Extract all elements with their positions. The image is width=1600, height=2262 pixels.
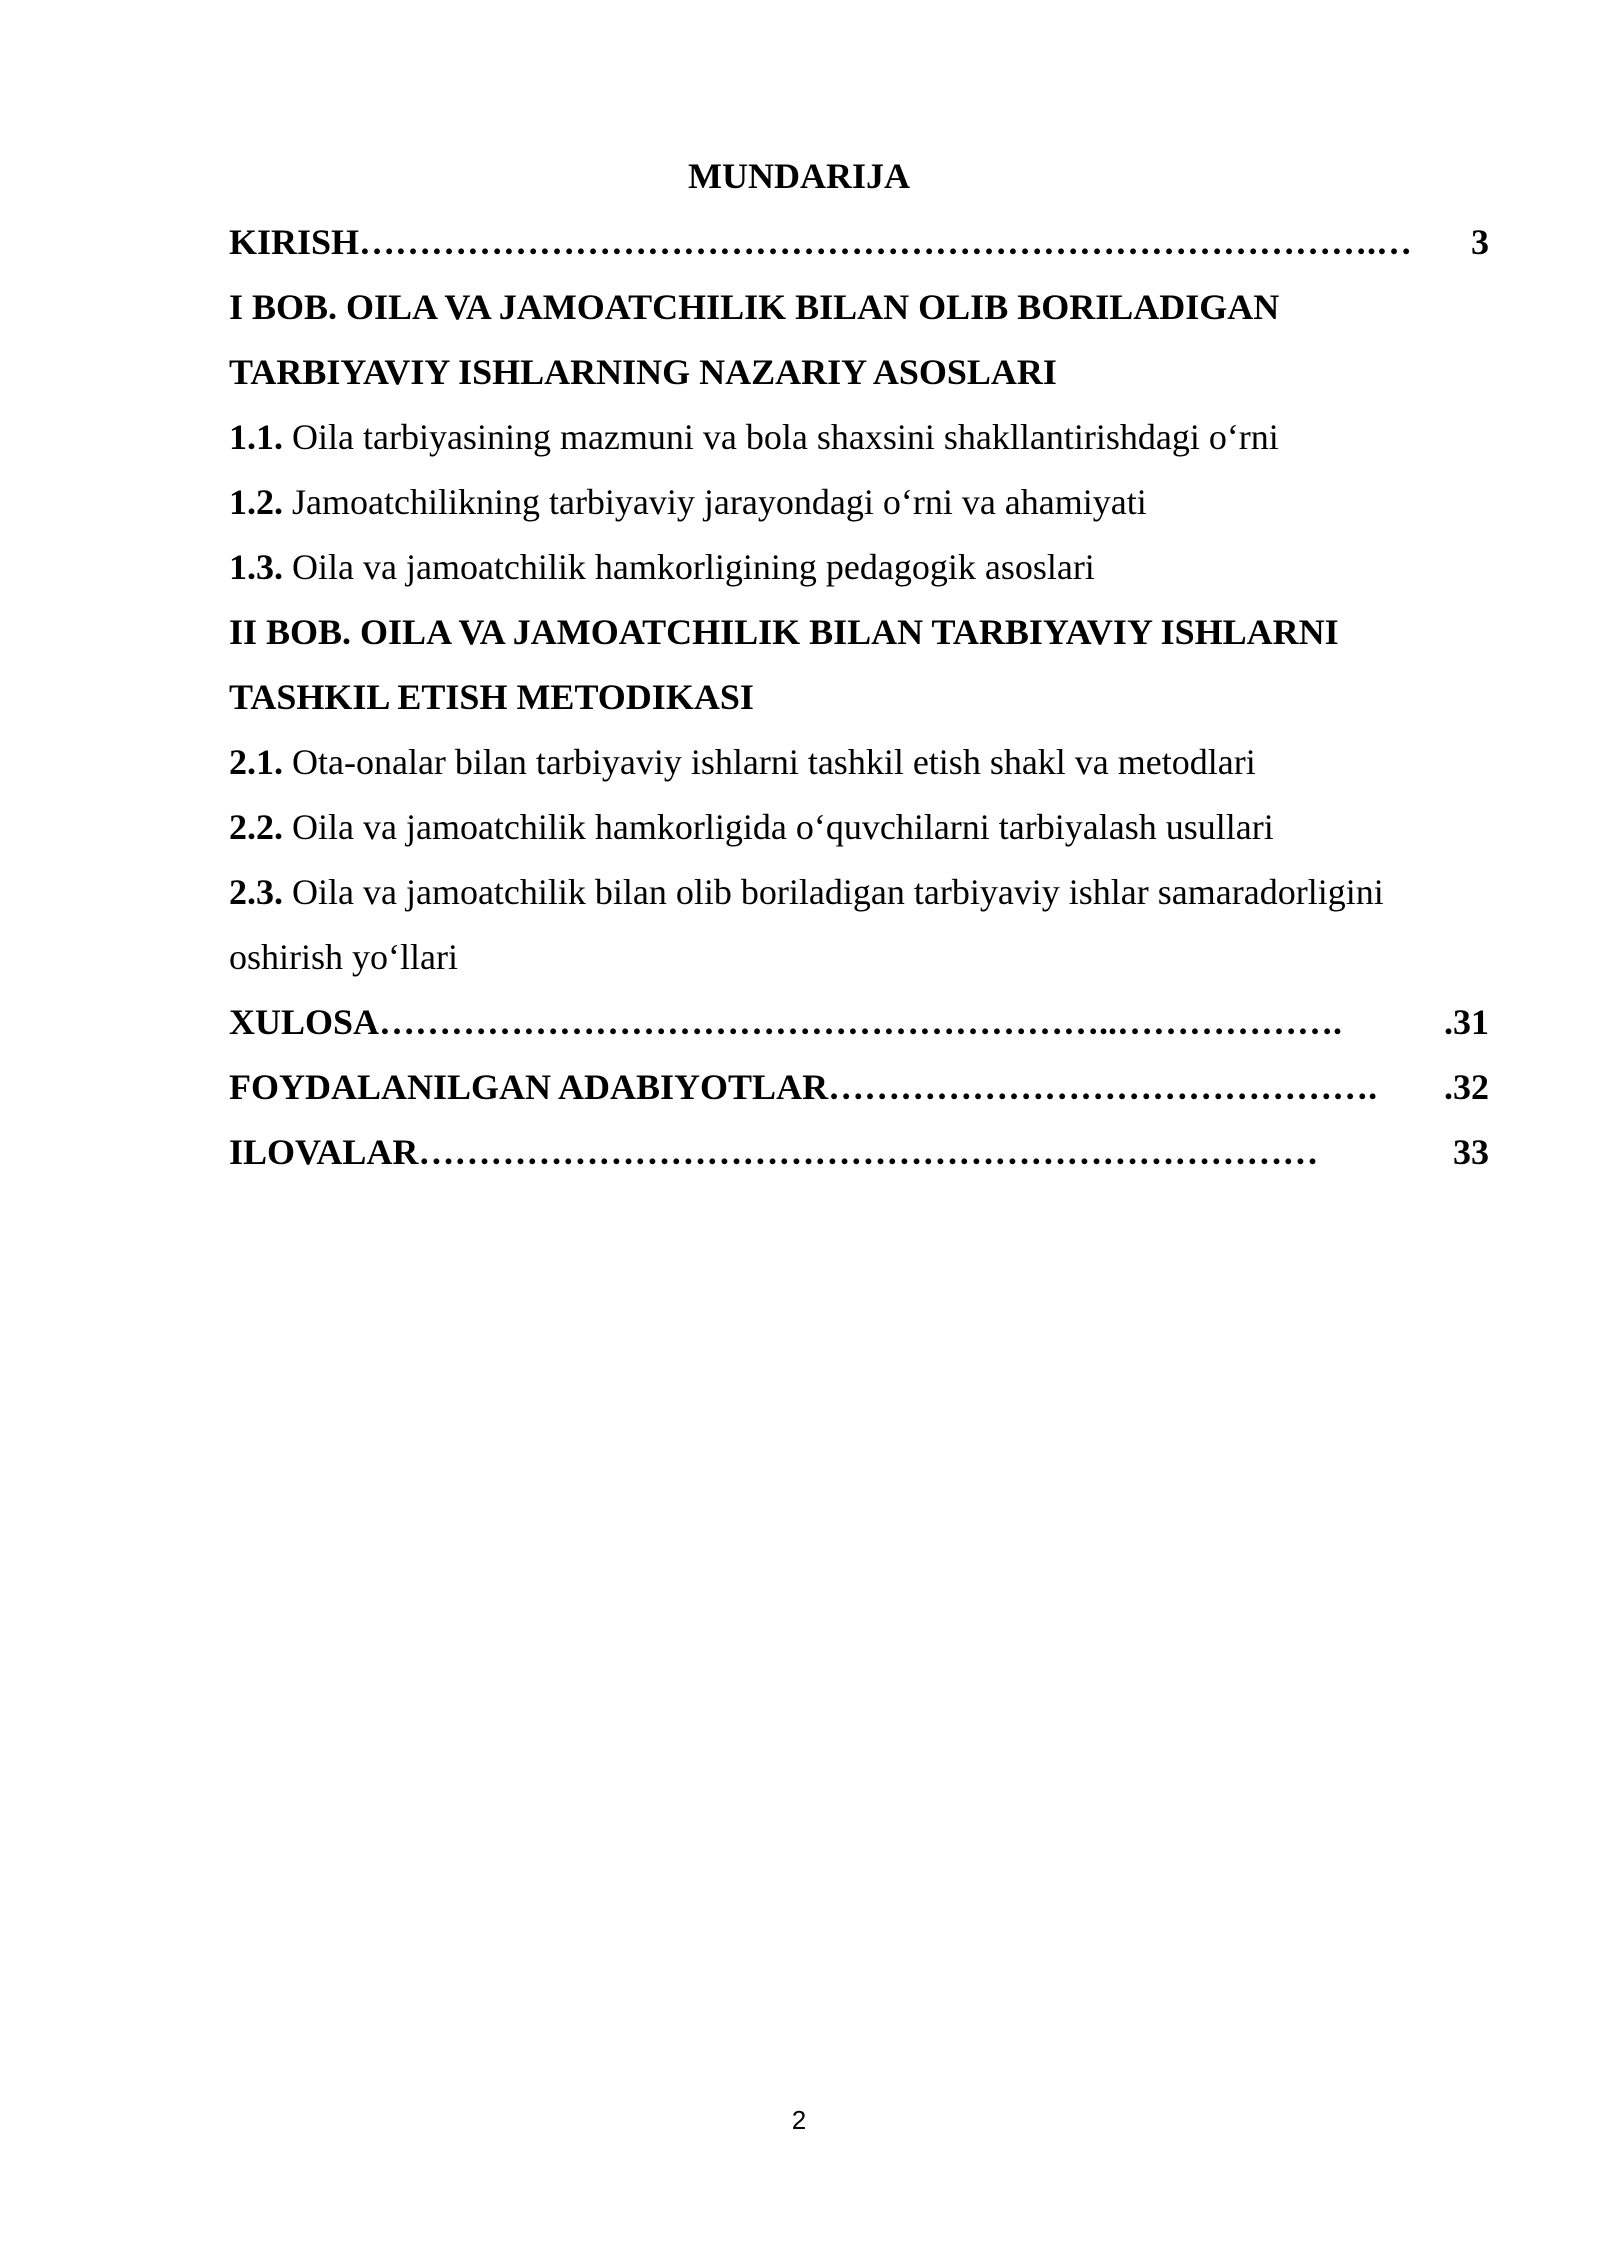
- section-number: 2.1.: [229, 742, 283, 782]
- dot-leader: …………………………………………………………………: [418, 1132, 1319, 1172]
- section-number: 2.2.: [229, 807, 283, 847]
- toc-section-2-2[interactable]: [229, 795, 1489, 860]
- toc-page-number: 33: [1453, 1132, 1489, 1172]
- section-title: Oila va jamoatchilik hamkorligining pedagogik asoslari: [283, 547, 1095, 587]
- toc-section-1-2[interactable]: [229, 470, 1489, 535]
- toc-chapter-2-line-2[interactable]: TASHKIL ETISH METODIKASI: [229, 677, 754, 717]
- toc-entry-label: KIRISH: [229, 222, 360, 262]
- toc-page-number: 3: [1471, 222, 1489, 262]
- toc-entry-kirish[interactable]: [229, 210, 1489, 275]
- toc-entry-foydalanilgan-adabiyotlar[interactable]: [229, 1055, 1489, 1120]
- toc-entry-label: ILOVALAR: [229, 1132, 419, 1172]
- dot-leader: ……………………………………….: [828, 1067, 1378, 1107]
- toc-entry-ilovalar[interactable]: [229, 1120, 1489, 1185]
- toc-page-number: .32: [1444, 1067, 1489, 1107]
- section-title: Jamoatchilikning tarbiyaviy jarayondagi o‘rni va ahamiyati: [283, 482, 1147, 522]
- table-of-contents: [229, 210, 1489, 1185]
- toc-section-2-3-continued[interactable]: oshirish yo‘llari: [229, 937, 458, 977]
- toc-section-2-1[interactable]: [229, 730, 1489, 795]
- dot-leader: ………………………………………………………………………….…: [359, 222, 1413, 262]
- toc-title: MUNDARIJA: [688, 156, 910, 196]
- toc-entry-label: FOYDALANILGAN ADABIYOTLAR: [229, 1067, 829, 1107]
- toc-page-number: .31: [1444, 1002, 1489, 1042]
- section-title: Ota-onalar bilan tarbiyaviy ishlarni tashkil etish shakl va metodlari: [283, 742, 1256, 782]
- toc-chapter-1-line-1[interactable]: I BOB. OILA VA JAMOATCHILIK BILAN OLIB BORILADIGAN: [229, 287, 1280, 327]
- toc-section-2-3[interactable]: [229, 860, 1489, 925]
- section-number: 2.3.: [229, 872, 283, 912]
- section-title: Oila tarbiyasining mazmuni va bola shaxsini shakllantirishdagi o‘rni: [283, 417, 1279, 457]
- toc-section-1-3[interactable]: [229, 535, 1489, 600]
- toc-chapter-1-line-2[interactable]: TARBIYAVIY ISHLARNING NAZARIY ASOSLARI: [229, 352, 1057, 392]
- dot-leader: ……………………………………………………..……………….: [379, 1002, 1343, 1042]
- section-title: Oila va jamoatchilik bilan olib boriladigan tarbiyaviy ishlar samaradorligini: [283, 872, 1384, 912]
- section-title: Oila va jamoatchilik hamkorligida o‘quvchilarni tarbiyalash usullari: [283, 807, 1274, 847]
- page-number: 2: [791, 2105, 807, 2135]
- section-number: 1.3.: [229, 547, 283, 587]
- toc-chapter-2-line-1[interactable]: II BOB. OILA VA JAMOATCHILIK BILAN TARBIYAVIY ISHLARNI: [229, 612, 1339, 652]
- section-number: 1.1.: [229, 417, 283, 457]
- toc-entry-xulosa[interactable]: [229, 990, 1489, 1055]
- toc-entry-label: XULOSA: [229, 1002, 380, 1042]
- toc-section-1-1[interactable]: [229, 405, 1489, 470]
- section-number: 1.2.: [229, 482, 283, 522]
